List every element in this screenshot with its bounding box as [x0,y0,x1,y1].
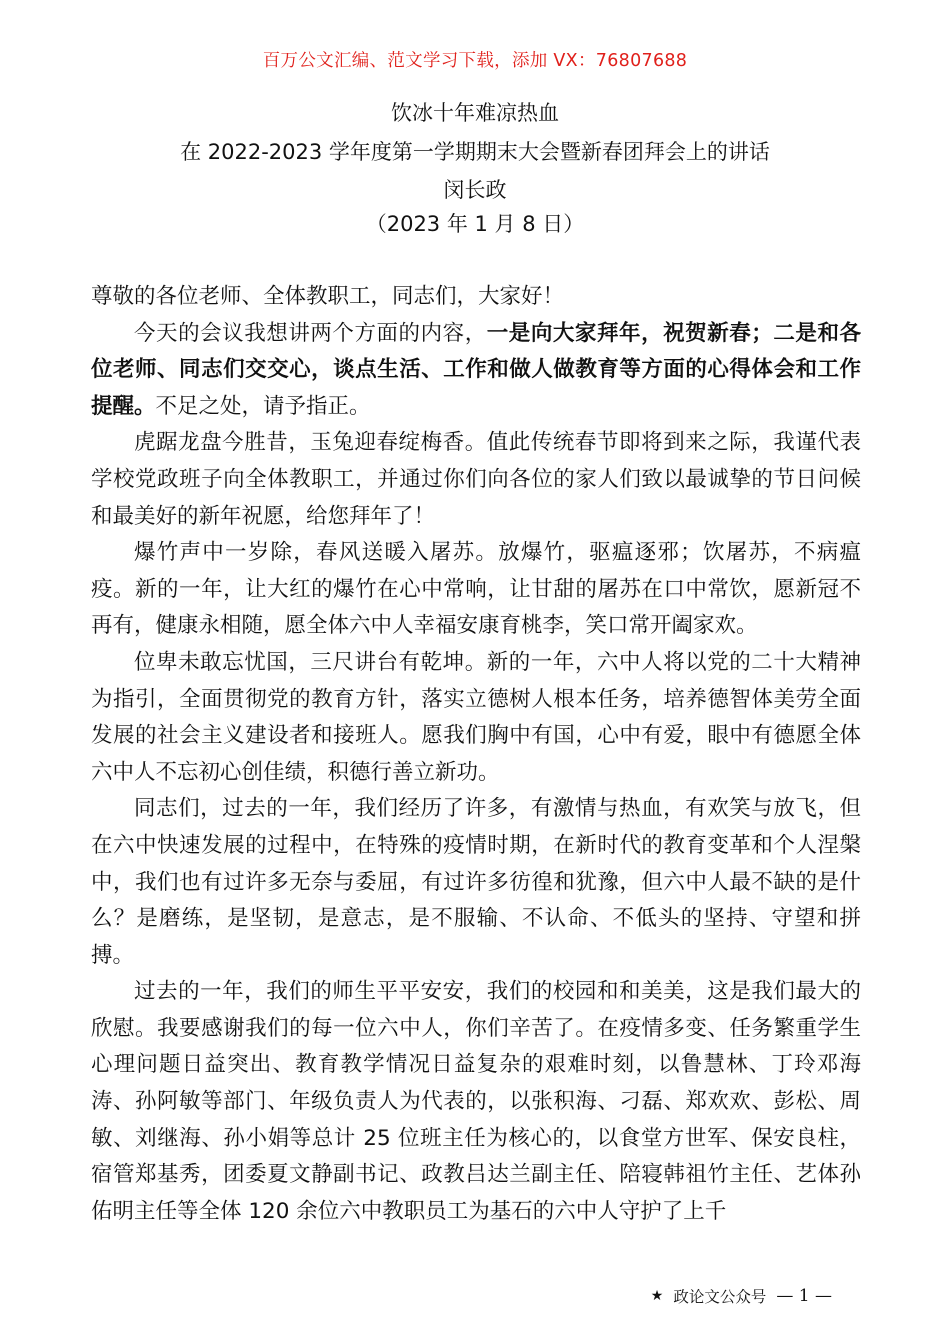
paragraph-1-intro: 今天的会议我想讲两个方面的内容， [134,320,487,346]
paragraph-5: 同志们，过去的一年，我们经历了许多，有激情与热血，有欢笑与放飞，但在六中快速发展的过程中，在特殊的疫情时期，在新时代的教育变革和个人涅槃中，我们也有过许多无奈与委屈，有过许多彷徨和犹豫，但六中人最不缺的是什么？是磨练，是坚韧，是意志，是不服输、不认命、不低头的坚持、守望和拼搏。 [91,796,861,968]
page-number: — 1 — [776,1286,832,1306]
page-footer [651,1285,832,1307]
footer-source: 政论文公众号 [673,1288,767,1306]
paragraph-3: 爆竹声中一岁除，春风送暖入屠苏。放爆竹，驱瘟逐邪；饮屠苏，不病瘟疫。新的一年，让大红的爆竹在心中常响，让甘甜的屠苏在口中常饮，愿新冠不再有，健康永相随，愿全体六中人幸福安康育桃李，笑口常开阖家欢。 [91,540,861,639]
star-icon: ★ [650,1288,664,1304]
watermark-banner: 百万公文汇编、范文学习下载，添加 VX：76807688 [262,51,688,71]
speech-author: 闵长政 [443,178,507,202]
greeting: 尊敬的各位老师、全体教职工，同志们，大家好！ [91,284,565,309]
speech-subtitle: 在 2022-2023 学年度第一学期期末大会暨新春团拜会上的讲话 [180,140,770,164]
speech-title: 饮冰十年难凉热血 [391,101,559,125]
paragraph-2: 虎踞龙盘今胜昔，玉兔迎春绽梅香。值此传统春节即将到来之际，我谨代表学校党政班子向全体教职工，并通过你们向各位的家人们致以最诚挚的节日问候和最美好的新年祝愿，给您拜年了！ [91,430,861,529]
paragraph-4: 位卑未敢忘忧国，三尺讲台有乾坤。新的一年，六中人将以党的二十大精神为指引，全面贯彻党的教育方针，落实立德树人根本任务，培养德智体美劳全面发展的社会主义建设者和接班人。愿我们胸中有国，心中有爱，眼中有德愿全体六中人不忘初心创佳绩，积德行善立新功。 [91,649,861,785]
speech-date: （2023 年 1 月 8 日） [365,212,585,236]
paragraph-1-end: 不足之处，请予指正。 [155,393,371,419]
paragraph-6: 过去的一年，我们的师生平平安安，我们的校园和和美美，这是我们最大的欣慰。我要感谢我们的每一位六中人，你们辛苦了。在疫情多变、任务繁重学生心理问题日益突出、教育教学情况日益复杂的艰难时刻，以鲁慧林、丁玲邓海涛、孙阿敏等部门、年级负责人为代表的，以张积海、刁磊、郑欢欢、彭松、周敏、刘继海、孙小娟等总计 25 位班主任为核心的，以食堂方世军、保安良柱，宿管郑基秀，团委夏文静副书记、政教吕达兰副主任、陪寝韩祖竹主任、艺体孙佑明主任等全体 120 余位六中教职员工为基石的六中人守护了上千 [91,979,861,1224]
paragraph-1 [91,316,861,426]
paragraph-1-emphasis: 一是向大家拜年，祝贺新春；二是和各位老师、同志们交交心，谈点生活、工作和做人做教育等方面的心得体会和工作提醒。 [91,320,861,419]
speech-body [91,279,861,1230]
